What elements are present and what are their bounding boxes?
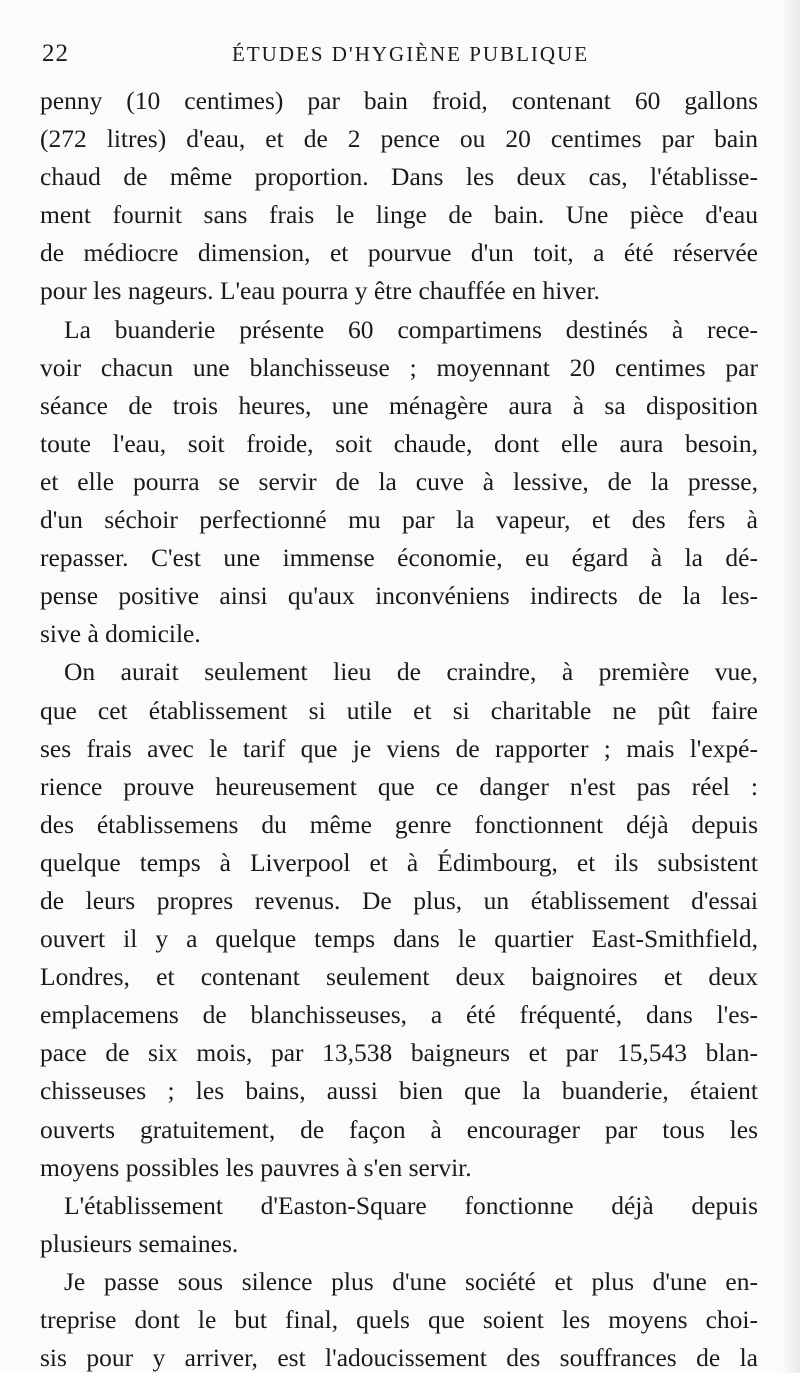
text-line: chaud de même proportion. Dans les deux cas, l'établisse- <box>40 162 758 192</box>
text-line: quelque temps à Liverpool et à Édimbourg, et ils subsistent <box>40 847 758 877</box>
text-line: repasser. C'est une immense économie, eu égard à la dé- <box>40 543 758 573</box>
text-line: (272 litres) d'eau, et de 2 pence ou 20 centimes par bain <box>40 124 758 154</box>
text-line: L'établissement d'Easton-Square fonctionne déjà depuis <box>64 1190 758 1220</box>
text-line: ouvert il y a quelque temps dans le quartier East-Smithfield, <box>40 924 758 954</box>
text-line: séance de trois heures, une ménagère aura à sa disposition <box>40 390 758 420</box>
text-line: voir chacun une blanchisseuse ; moyennant 20 centimes par <box>40 352 758 382</box>
running-title: ÉTUDES D'HYGIÈNE PUBLIQUE <box>232 42 590 66</box>
paragraph <box>40 1263 758 1377</box>
text-line: treprise dont le but final, quels que soient les moyens choi- <box>40 1305 758 1334</box>
paragraph <box>40 1187 758 1263</box>
text-line: des établissemens du même genre fonctionnent déjà depuis <box>40 809 758 839</box>
paragraph <box>40 653 758 1186</box>
text-line: ment fournit sans frais le linge de bain. Une pièce d'eau <box>40 200 758 230</box>
text-line: penny (10 centimes) par bain froid, contenant 60 gallons <box>40 86 758 115</box>
text-line: On aurait seulement lieu de craindre, à première vue, <box>64 657 758 687</box>
text-line: ouverts gratuitement, de façon à encourager par tous les <box>40 1114 758 1144</box>
text-line: sive à domicile. <box>40 619 201 649</box>
text-line: que cet établissement si utile et si charitable ne pût faire <box>40 695 758 725</box>
text-line: Londres, et contenant seulement deux baignoires et deux <box>40 962 758 992</box>
text-line: pense positive ainsi qu'aux inconvéniens indirects de la les- <box>40 581 758 611</box>
text-line: toute l'eau, soit froide, soit chaude, dont elle aura besoin, <box>40 428 758 458</box>
text-line: ses frais avec le tarif que je viens de rapporter ; mais l'expé- <box>40 733 758 763</box>
text-line: pace de six mois, par 13,538 baigneurs et par 15,543 blan- <box>40 1038 758 1068</box>
text-line: plusieurs semaines. <box>40 1228 239 1258</box>
page-number: 22 <box>42 40 69 67</box>
text-line: moyens possibles les pauvres à s'en servir. <box>40 1152 472 1182</box>
body-text <box>40 82 758 1377</box>
paragraph <box>40 311 758 654</box>
paragraph <box>40 82 758 311</box>
text-line: emplacemens de blanchisseuses, a été fréquenté, dans l'es- <box>40 1000 758 1030</box>
text-line: sis pour y arriver, est l'adoucissement des souffrances de la <box>40 1343 758 1373</box>
text-line: Je passe sous silence plus d'une société et plus d'une en- <box>64 1266 758 1296</box>
text-line: chisseuses ; les bains, aussi bien que la buanderie, étaient <box>40 1076 758 1106</box>
text-line: d'un séchoir perfectionné mu par la vapeur, et des fers à <box>40 505 758 535</box>
text-line: rience prouve heureusement que ce danger n'est pas réel : <box>40 771 758 801</box>
text-line: La buanderie présente 60 compartimens destinés à rece- <box>64 314 758 344</box>
page-header <box>42 40 756 74</box>
text-line: de leurs propres revenus. De plus, un établissement d'essai <box>40 885 758 915</box>
text-line: de médiocre dimension, et pourvue d'un toit, a été réservée <box>40 238 758 268</box>
text-line: et elle pourra se servir de la cuve à lessive, de la presse, <box>40 466 758 496</box>
page-edge-shadow <box>782 0 800 1373</box>
text-line: pour les nageurs. L'eau pourra y être chauffée en hiver. <box>40 276 600 306</box>
